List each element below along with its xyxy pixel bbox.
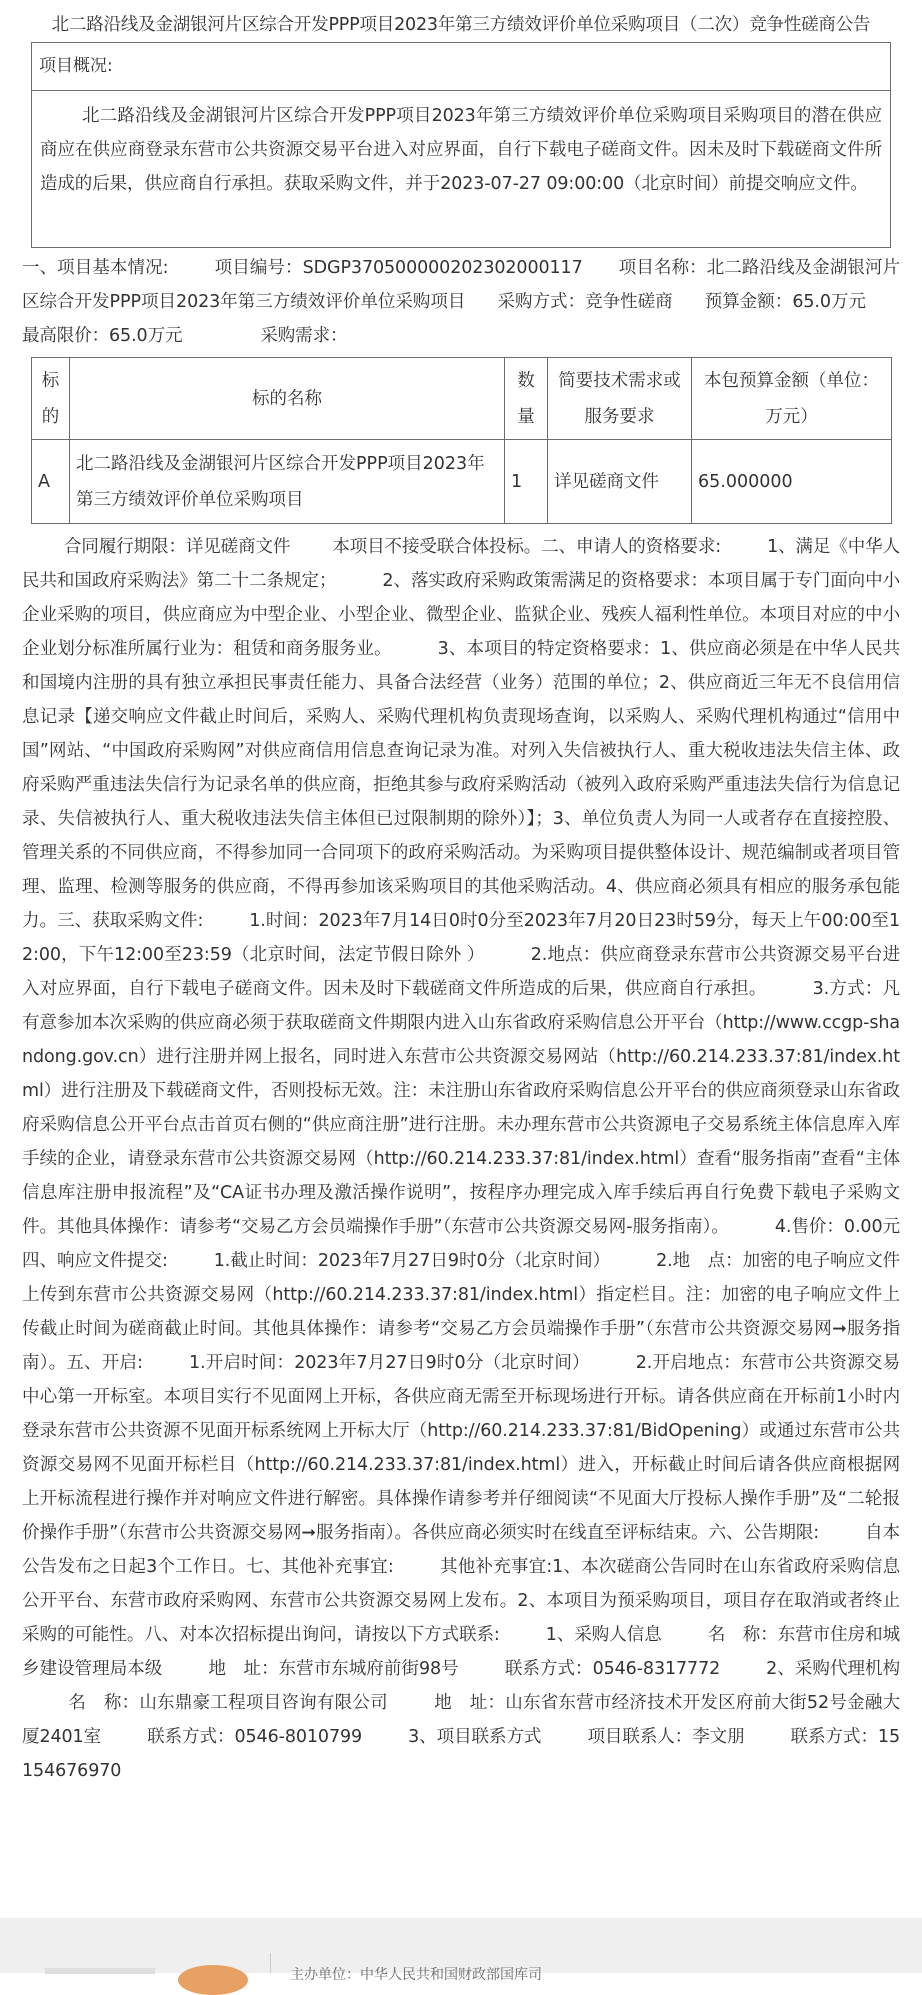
submission-location: 2.地 点：加密的电子响应文件上传到东营市公共资源交易网（http://60.214.233.37:81/index.html）指定栏目。注：加密的电子响应文件上传截止时间为磋商截止时间。其他具体操作：请参考“交易乙方会员端操作手册”（东营市公共资源交易网➞服务指南）。 bbox=[22, 1251, 900, 1373]
project-name-label: 项目名称： bbox=[618, 258, 707, 278]
section-opening: 五、开启: bbox=[66, 1353, 143, 1373]
project-contact-phone: 联系方式：15154676970 bbox=[22, 1727, 900, 1781]
opening-location: 2.开启地点：东营市公共资源交易中心第一开标室。本项目实行不见面网上开标，各供应商无需至开标现场进行开标。请各供应商在开标前1小时内登录东营市公共资源不见面开标系统网上开标大厅（http://60.214.233.37:81/BidOpening）或通过东营市公共资源交易网不见面开标栏目（http://60.214.233.37:81/index.html）进入，开标截止时间后请各供应商根据网上开标流程进行操作并对响应文件进行解密。具体操作请参考并仔细阅读“不见面大厅投标人操作手册”及“二轮报价操作手册”（东营市公共资源交易网➞服务指南）。各供应商必须实时在线直至评标结束。 bbox=[22, 1353, 900, 1543]
footer-decoration bbox=[45, 1968, 155, 1974]
purchaser-phone: 联系方式：0546-8317772 bbox=[504, 1659, 721, 1679]
consortium-note: 本项目不接受联合体投标。 bbox=[332, 537, 542, 557]
table-header-cell: 简要技术需求或服务要求 bbox=[548, 358, 692, 440]
project-no-label: 项目编号： bbox=[214, 258, 303, 278]
notice-period: 自本公告发布之日起3个工作日。 bbox=[22, 1523, 900, 1577]
qualification-1: 1、满足《中华人民共和国政府采购法》第二十二条规定； bbox=[22, 537, 900, 591]
qualification-3: 3、本项目的特定资格要求：1、供应商必须是在中华人民共和国境内注册的具有独立承担民事责任能力、具备合法经营（业务）范围的单位；2、供应商近三年无不良信用信息记录【递交响应文件截止时间后，采购人、采购代理机构负责现场查询，以采购人、采购代理机构通过“信用中国”网站、“中国政府采购网”对供应商信用信息查询记录为准。对列入失信被执行人、重大税收违法失信主体、政府采购严重违法失信行为记录名单的供应商，拒绝其参与政府采购活动（被列入政府采购严重违法失信行为信息记录、失信被执行人、重大税收违法失信主体但已过限制期的除外）】；3、单位负责人为同一人或者存在直接控股、管理关系的不同供应商，不得参加同一合同项下的政府采购活动。为采购项目提供整体设计、规范编制或者项目管理、监理、检测等服务的供应商，不得再参加该采购项目的其他采购活动。4、供应商必须具有相应的服务承包能力。 bbox=[22, 639, 900, 931]
obtain-time: 1.时间：2023年7月14日0时0分至2023年7月20日23时59分，每天上午00:00至12:00，下午12:00至23:59（北京时间，法定节假日除外 ） bbox=[22, 911, 900, 965]
other-matters: 其他补充事宜:1、本次磋商公告同时在山东省政府采购信息公开平台、东营市政府采购网、东营市公共资源交易网上发布。2、本项目为预采购项目，项目存在取消或者终止采购的可能性。 bbox=[22, 1557, 900, 1645]
table-cell: 详见磋商文件 bbox=[548, 440, 692, 524]
table-header-row bbox=[32, 358, 892, 440]
table-cell: 65.000000 bbox=[692, 440, 892, 524]
demand-label: 采购需求： bbox=[260, 326, 348, 346]
purchaser-info-title: 1、采购人信息 bbox=[545, 1625, 662, 1645]
basic-info-heading: 一、项目基本情况: bbox=[22, 258, 169, 278]
table-cell: A bbox=[32, 440, 70, 524]
basic-info-section bbox=[22, 251, 900, 353]
table-cell: 北二路沿线及金湖银河片区综合开发PPP项目2023年第三方绩效评价单位采购项目 bbox=[70, 440, 505, 524]
table-header-cell: 本包预算金额（单位：万元） bbox=[692, 358, 892, 440]
footer-divider bbox=[270, 1953, 271, 1973]
qualification-2: 2、落实政府采购政策需满足的资格要求：本项目属于专门面向中小企业采购的项目，供应商应为中型企业、小型企业、微型企业、监狱企业、残疾人福利性单位。本项目对应的中小企业划分标准所属行业为：租赁和商务服务业。 bbox=[22, 571, 900, 659]
budget-label: 预算金额： bbox=[704, 292, 793, 312]
section-response-submission: 四、响应文件提交: bbox=[22, 1251, 168, 1271]
project-contact-person: 项目联系人：李文朋 bbox=[587, 1727, 745, 1747]
project-overview-box bbox=[31, 42, 891, 248]
table-cell: 1 bbox=[505, 440, 548, 524]
section-qualifications: 二、申请人的资格要求: bbox=[541, 537, 722, 557]
section-obtain-documents: 三、获取采购文件: bbox=[57, 911, 204, 931]
budget-value: 65.0万元 bbox=[792, 292, 867, 312]
opening-time: 1.开启时间：2023年7月27日9时0分（北京时间） bbox=[188, 1353, 590, 1373]
method-label: 采购方式： bbox=[497, 292, 586, 312]
footer-sponsor-text: 主办单位：中华人民共和国财政部国库司 bbox=[290, 1967, 542, 1983]
agency-info-title: 2、采购代理机构 bbox=[766, 1659, 900, 1679]
site-footer bbox=[0, 1918, 922, 1983]
obtain-location: 2.地点：供应商登录东营市公共资源交易平台进入对应界面，自行下载电子磋商文件。因未及时下载磋商文件所造成的后果，供应商自行承担。 bbox=[22, 945, 900, 999]
submission-deadline: 1.截止时间：2023年7月27日9时0分（北京时间） bbox=[213, 1251, 611, 1271]
agency-address: 地 址：山东省东营市经济技术开发区府前大街52号金融大厦2401室 bbox=[22, 1693, 900, 1747]
overview-heading: 项目概况: bbox=[32, 43, 890, 91]
agency-name: 名 称：山东鼎豪工程项目咨询有限公司 bbox=[68, 1693, 388, 1713]
purchaser-address: 地 址：东营市东城府前街98号 bbox=[208, 1659, 459, 1679]
document-price: 4.售价：0.00元 bbox=[774, 1217, 900, 1237]
procurement-items-table bbox=[31, 357, 892, 524]
method-value: 竞争性磋商 bbox=[585, 292, 673, 312]
table-header-cell: 标的 bbox=[32, 358, 70, 440]
agency-phone: 联系方式：0546-8010799 bbox=[147, 1727, 363, 1747]
section-other-matters: 七、其他补充事宜: bbox=[246, 1557, 394, 1577]
contract-period: 合同履行期限：详见磋商文件 bbox=[64, 537, 291, 557]
announcement-body bbox=[22, 530, 900, 1788]
max-price-label: 最高限价： bbox=[22, 326, 109, 346]
max-price-value: 65.0万元 bbox=[109, 326, 183, 346]
table-row bbox=[32, 440, 892, 524]
table-header-cell: 标的名称 bbox=[70, 358, 505, 440]
page-title: 北二路沿线及金湖银河片区综合开发PPP项目2023年第三方绩效评价单位采购项目（二次）竞争性磋商公告 bbox=[51, 15, 871, 35]
project-contact-title: 3、项目联系方式 bbox=[408, 1727, 542, 1747]
overview-text: 北二路沿线及金湖银河片区综合开发PPP项目2023年第三方绩效评价单位采购项目采购项目的潜在供应商应在供应商登录东营市公共资源交易平台进入对应界面，自行下载电子磋商文件。因未及时下载磋商文件所造成的后果，供应商自行承担。获取采购文件，并于2023-07-27 09:00:00（北京时间）前提交响应文件。 bbox=[40, 106, 882, 194]
obtain-method: 3.方式：凡有意参加本次采购的供应商必须于获取磋商文件期限内进入山东省政府采购信息公开平台（http://www.ccgp-shandong.gov.cn）进行注册并网上报名，同时进入东营市公共资源交易网站（http://60.214.233.37:81/index.html）进行注册及下载磋商文件，否则投标无效。注：未注册山东省政府采购信息公开平台的供应商须登录山东省政府采购信息公开平台点击首页右侧的“供应商注册”进行注册。未办理东营市公共资源电子交易系统主体信息库入库手续的企业，请登录东营市公共资源交易网（http://60.214.233.37:81/index.html）查看“服务指南”查看“主体信息库注册申报流程”及“CA证书办理及激活操作说明”，按程序办理完成入库手续后再自行免费下载电子采购文件。其他具体操作：请参考“交易乙方会员端操作手册”（东营市公共资源交易网-服务指南）。 bbox=[22, 979, 900, 1237]
table-header-cell: 数量 bbox=[505, 358, 548, 440]
section-contact: 八、对本次招标提出询问，请按以下方式联系: bbox=[144, 1625, 500, 1645]
purchaser-name: 名 称：东营市住房和城乡建设管理局本级 bbox=[22, 1625, 901, 1679]
project-no-value: SDGP370500000202302000117 bbox=[302, 258, 583, 278]
project-name-value: 北二路沿线及金湖银河片区综合开发PPP项目2023年第三方绩效评价单位采购项目 bbox=[22, 258, 901, 312]
footer-emblem-icon bbox=[178, 1965, 248, 1995]
section-notice-period: 六、公告期限: bbox=[708, 1523, 820, 1543]
